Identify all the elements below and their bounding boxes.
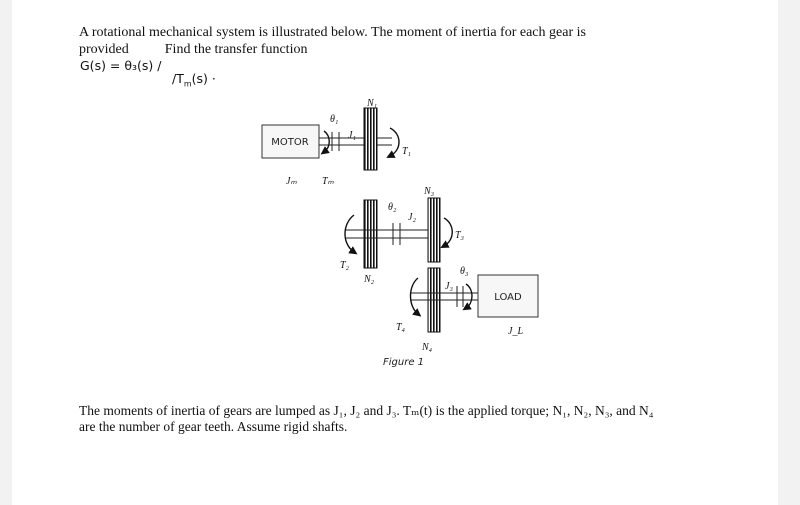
torque-arrow-t1 bbox=[390, 128, 399, 156]
motor-label: MOTOR bbox=[271, 137, 309, 148]
label-jm: Jₘ bbox=[286, 176, 297, 187]
torque-arrow-load bbox=[466, 284, 472, 308]
shaft-2 bbox=[345, 223, 435, 245]
label-theta2: θ₂ bbox=[388, 202, 397, 213]
label-n3: N₃ bbox=[424, 186, 435, 197]
problem-statement bbox=[79, 24, 679, 58]
label-tm: Tₘ bbox=[322, 176, 334, 187]
label-n4: N₄ bbox=[422, 342, 433, 353]
label-n1: N₁ bbox=[367, 98, 378, 109]
gear-train-diagram bbox=[250, 88, 550, 358]
torque-arrow-t4 bbox=[411, 278, 419, 314]
assumptions-note bbox=[79, 403, 749, 435]
shaft-3 bbox=[410, 286, 478, 307]
gear-n1 bbox=[364, 108, 377, 170]
label-t4: T₄ bbox=[396, 322, 406, 333]
transfer-function-formula bbox=[80, 58, 216, 89]
provided-text: provided bbox=[79, 42, 129, 57]
label-theta3: θ₃ bbox=[460, 266, 469, 277]
find-text: Find the transfer function bbox=[164, 42, 308, 57]
torque-arrow-tm bbox=[324, 131, 329, 152]
problem-line-2 bbox=[79, 41, 679, 58]
figure-caption: Figure 1 bbox=[383, 357, 425, 368]
label-t1: T₁ bbox=[402, 146, 412, 157]
label-theta1: θ₁ bbox=[330, 114, 339, 125]
label-jl: J_L bbox=[508, 326, 523, 337]
problem-line-1: A rotational mechanical system is illustrated below. The moment of inertia for each gear is bbox=[79, 25, 586, 40]
torque-arrow-t3 bbox=[444, 218, 452, 246]
label-j2: J₂ bbox=[408, 212, 416, 223]
load-label: LOAD bbox=[494, 292, 522, 303]
label-j1: J₁ bbox=[348, 130, 356, 141]
label-j3: J₃ bbox=[445, 281, 453, 292]
gear-n3 bbox=[428, 198, 440, 262]
note-line-2: are the number of gear teeth. Assume rigid shafts. bbox=[79, 419, 348, 434]
torque-arrow-t2 bbox=[345, 215, 354, 252]
label-t3: T₃ bbox=[455, 230, 465, 241]
gear-n2 bbox=[364, 200, 377, 268]
formula-numerator: G(s) = θ₃(s) / bbox=[80, 58, 162, 73]
note-line-1: The moments of inertia of gears are lumped as J₁, J₂ and J₃. Tₘ(t) is the applied torque; N₁, N₂, N₃, and N₄ bbox=[79, 403, 654, 418]
label-t2: T₂ bbox=[340, 260, 350, 271]
formula-denominator: $/T_m(s)$ · bbox=[172, 71, 216, 89]
label-n2: N₂ bbox=[364, 274, 375, 285]
shaft-1 bbox=[319, 132, 368, 151]
